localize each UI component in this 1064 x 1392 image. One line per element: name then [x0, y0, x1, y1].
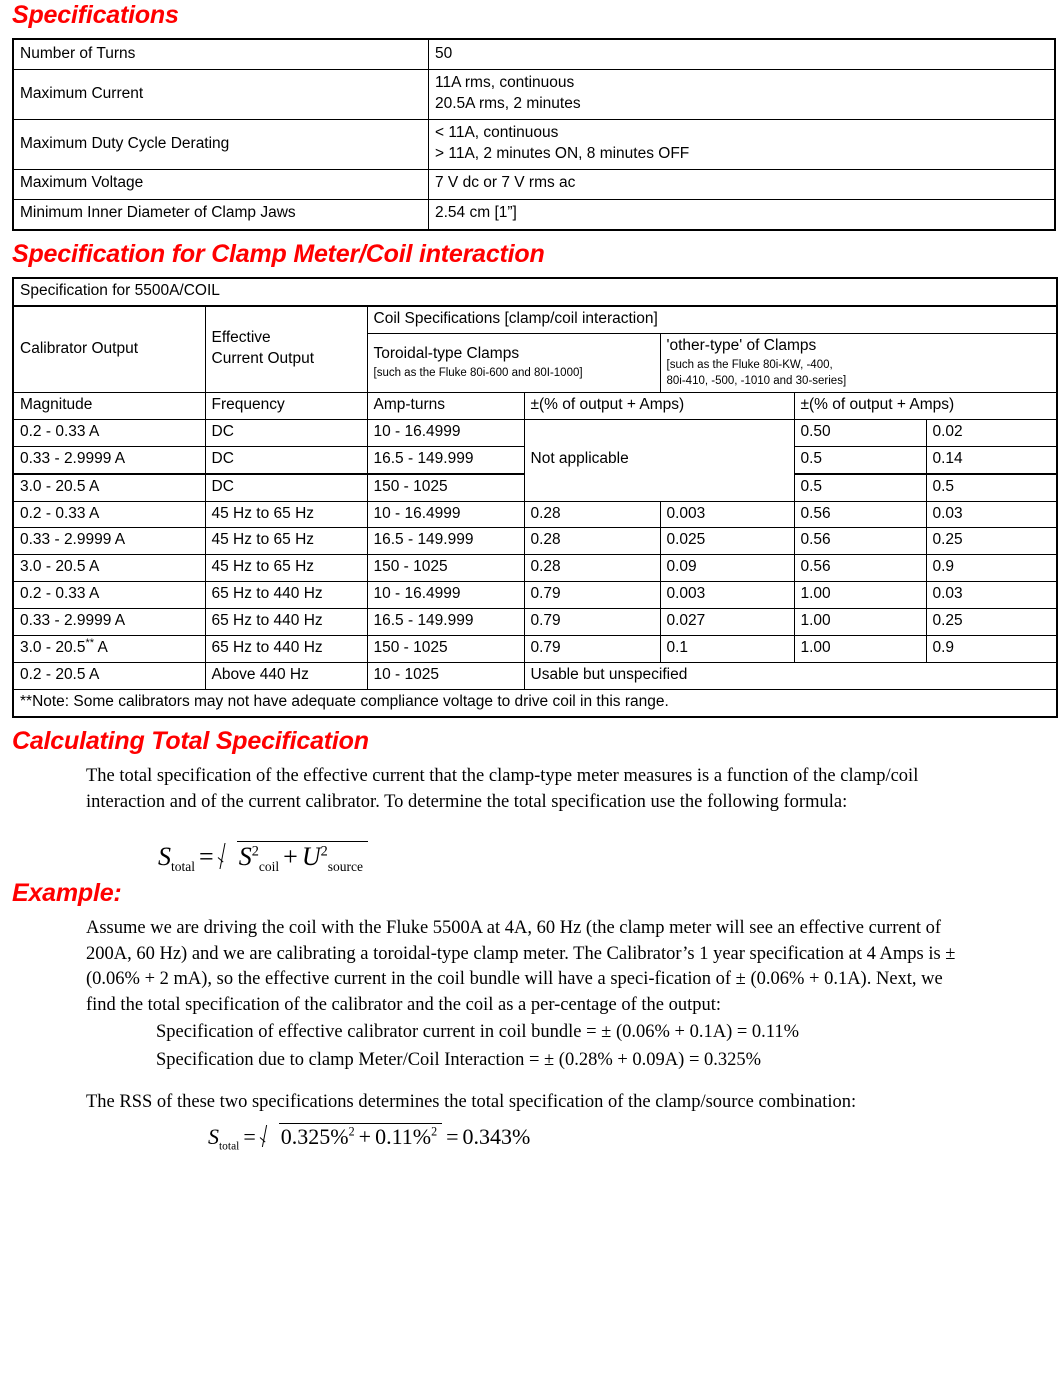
cell-other-percent: 0.56 [794, 555, 926, 582]
cell-toroidal-amps: 0.027 [660, 609, 794, 636]
spec-label: Minimum Inner Diameter of Clamp Jaws [13, 199, 429, 230]
cell-other-percent: 0.50 [794, 419, 926, 446]
toroidal-title: Toroidal-type Clamps [373, 345, 520, 362]
cell-amp-turns: 16.5 - 149.999 [367, 609, 524, 636]
column-header-frequency: Frequency [205, 392, 367, 419]
cell-frequency: 65 Hz to 440 Hz [205, 609, 367, 636]
other-clamps-header [660, 334, 1057, 393]
spec-value-line: > 11A, 2 minutes ON, 8 minutes OFF [435, 145, 690, 163]
cell-magnitude-tail: A [94, 639, 108, 657]
rss-equals-2: = [446, 1124, 459, 1150]
spec-value [429, 70, 1056, 120]
column-header-magnitude: Magnitude [13, 392, 205, 419]
formula-term2-sub: source [327, 859, 364, 875]
cell-magnitude-text: 3.0 - 20.5 [20, 639, 86, 657]
cell-other-amps: 0.25 [926, 528, 1057, 555]
table-row [13, 555, 1057, 582]
other-title: 'other-type' of Clamps [666, 337, 817, 355]
cell-toroidal-percent: 0.28 [524, 528, 660, 555]
cell-toroidal-percent: 0.79 [524, 609, 660, 636]
formula-total-specification [158, 841, 368, 875]
cell-toroidal-amps: 0.09 [660, 555, 794, 582]
specifications-table [12, 38, 1056, 231]
effective-output-line2: Current Output [211, 349, 315, 367]
formula-term2-var: U [301, 842, 321, 872]
table-row [13, 528, 1057, 555]
table-row [13, 120, 1055, 170]
heading-specifications: Specifications [12, 1, 179, 29]
cell-magnitude: 0.2 - 0.33 A [13, 419, 205, 446]
cell-other-amps: 0.9 [926, 555, 1057, 582]
cell-other-percent: 0.5 [794, 446, 926, 473]
formula-lhs-sub: total [171, 859, 196, 875]
spec-value [429, 169, 1056, 199]
cell-frequency: DC [205, 446, 367, 473]
cell-other-amps: 0.5 [926, 474, 1057, 501]
cell-frequency: Above 440 Hz [205, 663, 367, 690]
spec-value-line: < 11A, continuous [435, 124, 559, 142]
cell-amp-turns: 10 - 16.4999 [367, 501, 524, 528]
column-header-toroidal-units: ±(% of output + Amps) [524, 392, 794, 419]
formula-term1-var: S [238, 842, 252, 872]
coil-table-title: Specification for 5500A/COIL [13, 278, 1057, 306]
cell-amp-turns: 16.5 - 149.999 [367, 528, 524, 555]
spec-label: Maximum Duty Cycle Derating [13, 120, 429, 170]
cell-toroidal-percent: 0.79 [524, 582, 660, 609]
rss-term1: 0.325% [280, 1124, 349, 1150]
cell-frequency: DC [205, 474, 367, 501]
heading-calculating-total: Calculating Total Specification [12, 726, 369, 755]
cell-other-amps: 0.02 [926, 419, 1057, 446]
rss-term2-sup: 2 [431, 1124, 438, 1139]
cell-other-percent: 1.00 [794, 636, 926, 663]
table-row [13, 582, 1057, 609]
cell-frequency: 65 Hz to 440 Hz [205, 582, 367, 609]
formula-rss-wrapper [8, 1123, 1056, 1153]
cell-toroidal-percent: 0.28 [524, 501, 660, 528]
other-subtext-line1: [such as the Fluke 80i-KW, -400, [666, 358, 833, 371]
formula-equals: = [199, 842, 214, 872]
table-row-note [13, 689, 1057, 716]
spec-value [429, 199, 1056, 230]
cell-other-amps: 0.25 [926, 609, 1057, 636]
spec-value-line: 50 [435, 44, 453, 62]
cell-other-percent: 0.56 [794, 528, 926, 555]
table-row [13, 169, 1055, 199]
formula-lhs-var: S [158, 842, 171, 872]
rss-term2: 0.11% [375, 1124, 432, 1150]
cell-amp-turns: 16.5 - 149.999 [367, 446, 524, 473]
cell-amp-turns: 10 - 16.4999 [367, 582, 524, 609]
cell-other-amps: 0.03 [926, 582, 1057, 609]
cell-toroidal-amps: 0.025 [660, 528, 794, 555]
rss-lhs-sub: total [219, 1140, 240, 1153]
spec-label: Maximum Voltage [13, 169, 429, 199]
cell-frequency: 45 Hz to 65 Hz [205, 555, 367, 582]
calculating-paragraph: The total specification of the effective current that the clamp-type meter measures is a function of the clamp/coil interaction and of the current calibrator. To determine the total specification use the following formula: [86, 766, 919, 812]
rss-lhs-var: S [208, 1124, 219, 1150]
effective-current-output-header [205, 306, 367, 392]
cell-other-amps: 0.03 [926, 501, 1057, 528]
spec-value [429, 39, 1056, 70]
rss-plus: + [358, 1124, 372, 1150]
example-spec-line-2: Specification due to clamp Meter/Coil Interaction = ± (0.28% + 0.09A) = 0.325% [156, 1050, 762, 1070]
cell-toroidal-amps: 0.003 [660, 582, 794, 609]
rss-result: 0.343% [462, 1124, 531, 1150]
spec-value-line: 2.54 cm [1”] [435, 204, 517, 222]
column-header-amp-turns: Amp-turns [367, 392, 524, 419]
cell-toroidal-percent: 0.79 [524, 636, 660, 663]
cell-usable-unspecified: Usable but unspecified [524, 663, 1057, 690]
cell-magnitude: 0.2 - 20.5 A [13, 663, 205, 690]
cell-magnitude: 0.2 - 0.33 A [13, 501, 205, 528]
cell-amp-turns: 10 - 16.4999 [367, 419, 524, 446]
heading-clamp-interaction: Specification for Clamp Meter/Coil interaction [12, 239, 545, 268]
formula-term1-sub: coil [258, 859, 280, 875]
cell-other-amps: 0.14 [926, 446, 1057, 473]
cell-magnitude: 0.2 - 0.33 A [13, 582, 205, 609]
formula-plus: + [283, 842, 298, 872]
formula-term1-sup: 2 [251, 843, 259, 860]
rss-paragraph: The RSS of these two specifications determines the total specification of the clamp/source combination: [86, 1091, 857, 1112]
square-root-icon [260, 1123, 442, 1148]
spec-value-line: 7 V dc or 7 V rms ac [435, 174, 576, 192]
formula-term2-sup: 2 [320, 843, 328, 860]
cell-amp-turns: 150 - 1025 [367, 636, 524, 663]
spec-value-line: 20.5A rms, 2 minutes [435, 95, 581, 113]
table-row [13, 70, 1055, 120]
toroidal-clamps-header [367, 334, 660, 393]
table-row [13, 39, 1055, 70]
heading-example: Example: [12, 879, 122, 908]
cell-amp-turns: 150 - 1025 [367, 474, 524, 501]
table-row-title [13, 278, 1057, 306]
table-row [13, 419, 1057, 446]
column-header-other-units: ±(% of output + Amps) [794, 392, 1057, 419]
cell-other-percent: 1.00 [794, 609, 926, 636]
cell-frequency: 65 Hz to 440 Hz [205, 636, 367, 663]
other-subtext-line2: 80i-410, -500, -1010 and 30-series] [666, 374, 847, 387]
cell-magnitude: 3.0 - 20.5 A [13, 474, 205, 501]
table-row-group-header [13, 306, 1057, 333]
table-row-column-headers [13, 392, 1057, 419]
toroidal-subtext: [such as the Fluke 80i-600 and 80I-1000] [373, 366, 583, 379]
cell-other-percent: 0.5 [794, 474, 926, 501]
coil-specifications-group-header: Coil Specifications [clamp/coil interaction] [367, 306, 1057, 333]
table-row [13, 501, 1057, 528]
footnote-marker: ** [85, 636, 95, 649]
cell-amp-turns: 150 - 1025 [367, 555, 524, 582]
cell-toroidal-percent: 0.28 [524, 555, 660, 582]
cell-frequency: 45 Hz to 65 Hz [205, 501, 367, 528]
table-row [13, 609, 1057, 636]
square-root-icon [218, 841, 368, 875]
cell-magnitude [13, 636, 205, 663]
coil-specification-table [12, 277, 1058, 718]
cell-frequency: DC [205, 419, 367, 446]
spec-value-line: 11A rms, continuous [435, 74, 575, 92]
cell-magnitude: 0.33 - 2.9999 A [13, 528, 205, 555]
cell-toroidal-amps: 0.003 [660, 501, 794, 528]
formula-rss [208, 1123, 531, 1153]
cell-magnitude: 0.33 - 2.9999 A [13, 446, 205, 473]
cell-not-applicable: Not applicable [524, 419, 794, 501]
calibrator-output-header: Calibrator Output [13, 306, 205, 392]
cell-amp-turns: 10 - 1025 [367, 663, 524, 690]
example-spec-line-1: Specification of effective calibrator current in coil bundle = ± (0.06% + 0.1A) = 0.11% [156, 1022, 800, 1043]
rss-equals: = [243, 1124, 256, 1150]
table-row [13, 199, 1055, 230]
cell-magnitude: 0.33 - 2.9999 A [13, 609, 205, 636]
spec-value [429, 120, 1056, 170]
cell-other-amps: 0.9 [926, 636, 1057, 663]
cell-other-percent: 1.00 [794, 582, 926, 609]
example-paragraph: Assume we are driving the coil with the Fluke 5500A at 4A, 60 Hz (the clamp meter will see an effective current of 200A, 60 Hz) and we are calibrating a toroidal-type clamp meter. The Calibrator’s 1 year specification at 4 Amps is ± (0.06% + 2 mA), so the effective current in the coil bundle will have a speci-fication of ± (0.06% + 0.1A). Next, we find the total specification of the calibrator and the coil as a per-centage of the output: [86, 918, 956, 1015]
rss-term1-sup: 2 [348, 1124, 355, 1139]
table-row [13, 663, 1057, 690]
cell-toroidal-amps: 0.1 [660, 636, 794, 663]
cell-magnitude: 3.0 - 20.5 A [13, 555, 205, 582]
table-row [13, 636, 1057, 663]
cell-other-percent: 0.56 [794, 501, 926, 528]
cell-frequency: 45 Hz to 65 Hz [205, 528, 367, 555]
spec-label: Maximum Current [13, 70, 429, 120]
spec-label: Number of Turns [13, 39, 429, 70]
footnote-note: **Note: Some calibrators may not have adequate compliance voltage to drive coil in this range. [13, 689, 1057, 716]
effective-output-line1: Effective [211, 329, 271, 347]
formula-total-specification-wrapper [8, 841, 1056, 875]
